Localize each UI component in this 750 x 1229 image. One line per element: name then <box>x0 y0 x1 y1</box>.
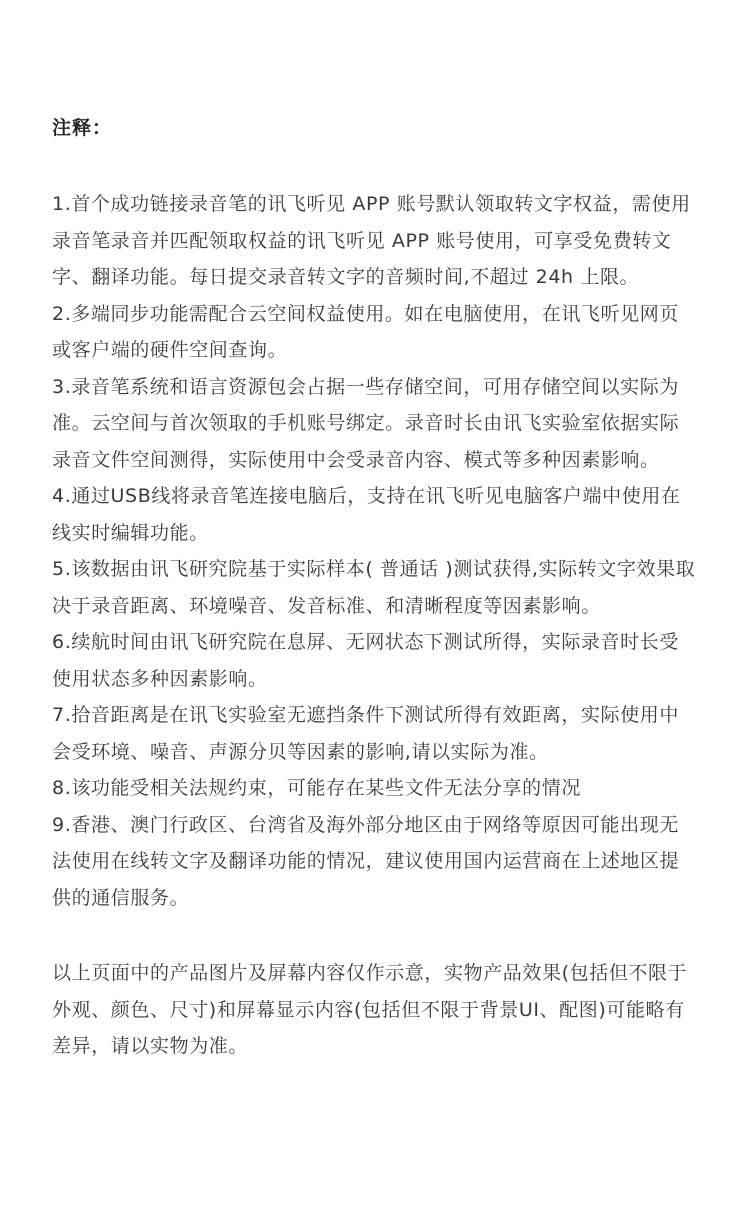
note-item-1: 1.首个成功链接录音笔的讯飞听见 APP 账号默认领取转文字权益，需使用录音笔录音并匹配领取权益的讯飞听见 APP 账号使用，可享受免费转文字、翻译功能。每日提交录音转文字的音频时间,不超过 24h 上限。 <box>52 193 691 288</box>
note-item-9: 9.香港、澳门行政区、台湾省及海外部分地区由于网络等原因可能出现无法使用在线转文字及翻译功能的情况，建议使用国内运营商在上述地区提供的通信服务。 <box>52 813 680 909</box>
notes-heading: 注释： <box>52 117 113 139</box>
note-item-2: 2.多端同步功能需配合云空间权益使用。如在电脑使用，在讯飞听见网页或客户端的硬件空间查询。 <box>52 302 679 361</box>
note-item-3: 3.录音笔系统和语言资源包会占据一些存储空间，可用存储空间以实际为准。云空间与首次领取的手机账号绑定。录音时长由讯飞实验室依据实际录音文件空间测得，实际使用中会受录音内容、模式等多种因素影响。 <box>52 375 680 471</box>
notes-list <box>52 186 698 916</box>
note-item-6: 6.续航时间由讯飞研究院在息屏、无网状态下测试所得，实际录音时长受使用状态多种因素影响。 <box>52 631 679 690</box>
note-item-7: 7.拾音距离是在讯飞实验室无遮挡条件下测试所得有效距离，实际使用中会受环境、噪音、声源分贝等因素的影响,请以实际为准。 <box>52 704 679 763</box>
note-item-8: 8.该功能受相关法规约束，可能存在某些文件无法分享的情况 <box>52 777 581 799</box>
disclaimer-text: 以上页面中的产品图片及屏幕内容仅作示意，实物产品效果(包括但不限于外观、颜色、尺寸)和屏幕显示内容(包括但不限于背景UI、配图)可能略有差异，请以实物为准。 <box>52 962 688 1057</box>
note-item-5: 5.该数据由讯飞研究院基于实际样本( 普通话 )测试获得,实际转文字效果取决于录音距离、环境噪音、发音标准、和清晰程度等因素影响。 <box>52 558 696 617</box>
note-item-4: 4.通过USB线将录音笔连接电脑后，支持在讯飞听见电脑客户端中使用在线实时编辑功能。 <box>52 485 681 544</box>
